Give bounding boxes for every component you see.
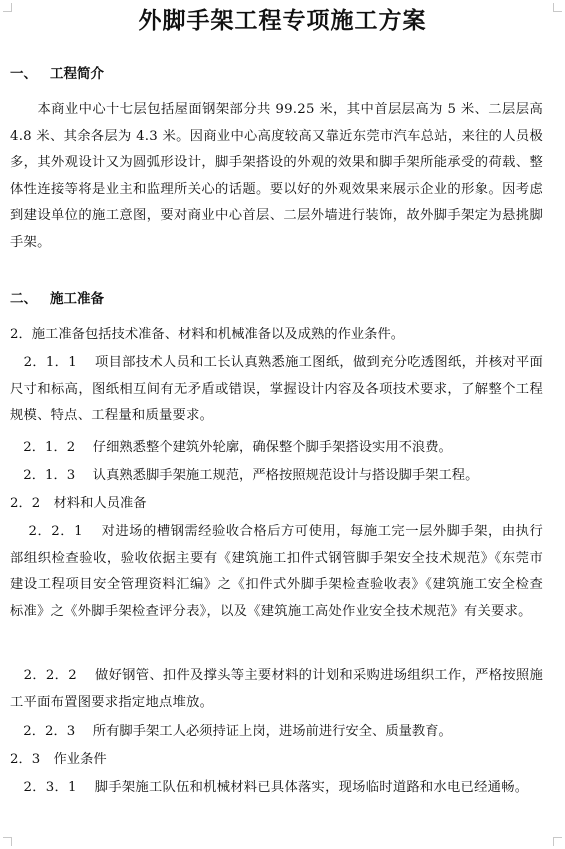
section-heading-preparation	[10, 289, 104, 309]
section-title: 施工准备	[50, 291, 104, 307]
section-title: 工程简介	[50, 66, 104, 82]
page-corner-mark	[3, 837, 12, 846]
section-heading-overview	[10, 64, 104, 84]
item-2-3-1: 2．3．1 脚手架施工队伍和机械材料已具体落实，现场临时道路和水电已经通畅。	[10, 780, 529, 795]
item-2-3: 2．3 作业条件	[10, 752, 107, 767]
item-2-1-3: 2．1．3 认真熟悉脚手架施工规范，严格按照规范设计与搭设脚手架工程。	[10, 468, 479, 483]
document-title: 外脚手架工程专项施工方案	[138, 8, 427, 34]
overview-paragraph: 本商业中心十七层包括屋面钢架部分共 99.25 米，其中首层层高为 5 米、二层层高 4.8 米、其余各层为 4.3 米。因商业中心高度较高又靠近东莞市汽车总站，来往的人员极多，其外观设计又为圆弧形设计，脚手架搭设的外观的效果和脚手架所能承受的荷载、整体性连接等将是业主和监理所关心的话题。要以好的外观效果来展示企业的形象。因考虑到建设单位的施工意图，要对商业中心首层、二层外墙进行装饰，故外脚手架定为悬挑脚手架。	[10, 102, 543, 250]
item-2-1-1: 2．1．1 项目部技术人员和工长认真熟悉施工图纸，做到充分吃透图纸，并核对平面尺寸和标高，图纸相互间有无矛盾或错误，掌握设计内容及各项技术要求，了解整个工程规模、特点、工程量和质量要求。	[10, 355, 543, 423]
page-corner-mark	[553, 837, 562, 846]
item-2-2-2: 2．2．2 做好钢管、扣件及撑头等主要材料的计划和采购进场组织工作，严格按照施工平面布置图要求指定地点堆放。	[10, 668, 543, 710]
item-2-1-2: 2．1．2 仔细熟悉整个建筑外轮廓，确保整个脚手架搭设实用不浪费。	[10, 440, 452, 455]
section-number: 一、	[10, 66, 37, 82]
section-number: 二、	[10, 291, 37, 307]
item-2-2-1: 2．2．1 对进场的槽钢需经验收合格后方可使用，每施工完一层外脚手架，由执行部组织检查验收，验收依据主要有《建筑施工扣件式钢管脚手架安全技术规范》《东莞市建设工程项目安全管理资料汇编》之《扣件式外脚手架检查验收表》《建筑施工安全检查标准》之《外脚手架检查评分表》，以及《建筑施工高处作业安全技术规范》有关要求。	[10, 524, 543, 619]
item-2: 2．施工准备包括技术准备、材料和机械准备以及成熟的作业条件。	[10, 327, 405, 342]
item-2-2-3: 2．2．3 所有脚手架工人必须持证上岗，进场前进行安全、质量教育。	[10, 724, 452, 739]
item-2-2: 2．2 材料和人员准备	[10, 496, 147, 511]
